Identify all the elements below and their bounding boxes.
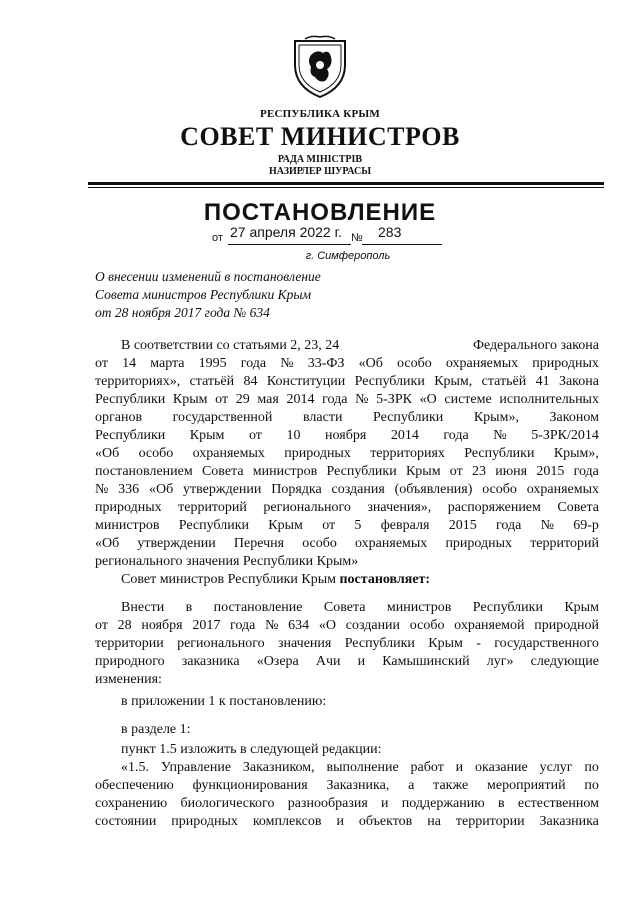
word: мая (257, 392, 279, 407)
word: Заказника (539, 814, 599, 829)
resolution-statement (95, 571, 599, 589)
word: № (265, 618, 279, 633)
word: (объявления) (394, 482, 473, 497)
preamble-paragraph (95, 337, 599, 571)
word: от (95, 618, 108, 633)
word: года (573, 464, 599, 479)
word: от (322, 518, 336, 533)
paragraph-line (95, 517, 599, 535)
word: «Об (95, 446, 120, 461)
word: «Об (95, 536, 120, 551)
word: Внести (121, 600, 165, 615)
word: Республики (326, 464, 397, 479)
word: июня (495, 464, 528, 479)
word: обеспечению (95, 778, 174, 793)
word: «О (318, 618, 337, 633)
number-label: № (351, 232, 363, 244)
word: № (355, 392, 369, 407)
decree-subject (95, 268, 415, 322)
word: Крым», (473, 410, 519, 425)
word: природного (95, 654, 165, 669)
paragraph-line (95, 599, 599, 617)
word: следующие (530, 654, 599, 669)
word: разнообразия (287, 796, 368, 811)
word: территорий (178, 500, 247, 515)
word: выполнение (326, 760, 399, 775)
word: статьёй (481, 374, 527, 389)
quoted-clause (95, 759, 599, 831)
word: природных (284, 446, 351, 461)
word: и (455, 760, 464, 775)
word: 634 (288, 618, 310, 633)
word: Конституции (266, 374, 346, 389)
word: охраняемой (454, 618, 525, 633)
paragraph-line: пункт 1.5 изложить в следующей редакции: (121, 742, 382, 757)
word: особо (138, 446, 174, 461)
word: биологического (180, 796, 275, 811)
word: года (495, 518, 522, 533)
word: Республики (95, 392, 166, 407)
word: года (443, 428, 469, 443)
paragraph-line (95, 759, 599, 777)
word: по (584, 760, 599, 775)
word: и (336, 814, 344, 829)
word: Крым (405, 464, 441, 479)
date-underline (228, 244, 351, 245)
word: Управление (160, 760, 232, 775)
coat-of-arms-emblem (291, 35, 349, 99)
word: 41 (535, 374, 550, 389)
word: значения (277, 636, 332, 651)
word: от (95, 356, 108, 371)
paragraph-line (95, 427, 599, 445)
word: и (357, 654, 366, 669)
word: 2015 (536, 464, 565, 479)
word: создания (331, 482, 385, 497)
word: министров (252, 464, 318, 479)
word: 2017 (192, 618, 221, 633)
decree-date-row (212, 226, 442, 246)
word: «Об (358, 356, 383, 371)
word: Крым, (434, 374, 473, 389)
word: в (185, 600, 193, 615)
word: охраняемых (445, 356, 519, 371)
paragraph-line (95, 635, 599, 653)
paragraph-line (95, 535, 599, 553)
word: - (476, 636, 481, 651)
section-paragraph (95, 721, 599, 739)
paragraph-line (95, 373, 599, 391)
paragraph-line: регионального значения Республики Крым» (95, 554, 359, 569)
word: 1995 (198, 356, 227, 371)
number-underline (362, 244, 442, 245)
word: 2014 (286, 392, 315, 407)
word: года (240, 356, 267, 371)
word: Совета (557, 500, 599, 515)
word: 5-ЗРК/2014 (531, 428, 599, 443)
word: 10 (286, 428, 301, 443)
word: объектов (358, 814, 413, 829)
word: функционирования (192, 778, 308, 793)
word: статьёй (189, 374, 235, 389)
word: «Об (148, 482, 174, 497)
header-divider-thick (88, 182, 604, 185)
paragraph-line (95, 391, 599, 409)
word: «Озера (256, 654, 299, 669)
paragraph-line (95, 499, 599, 517)
word: ноября (325, 428, 367, 443)
word: февраля (380, 518, 430, 533)
word: системе (444, 392, 492, 407)
word: № (540, 518, 554, 533)
paragraph-line (95, 409, 599, 427)
word: Республики (344, 636, 415, 651)
word: охраняемых (526, 482, 599, 497)
word: комплексов (252, 814, 322, 829)
word: а (408, 778, 415, 793)
word: Крым (268, 518, 303, 533)
word: Заказника, (326, 778, 390, 793)
word: Крым (172, 392, 208, 407)
word: природных (532, 356, 599, 371)
word: № (493, 428, 507, 443)
word: природных (171, 814, 238, 829)
word: работ (410, 760, 444, 775)
word: на (427, 814, 441, 829)
paragraph-line (95, 617, 599, 635)
decree-city: г. Симферополь (305, 250, 391, 262)
word: сохранению (95, 796, 168, 811)
word: 33-ФЗ (307, 356, 345, 371)
amendment-paragraph (95, 599, 599, 689)
date-from-label: от (212, 232, 223, 244)
word: марта (150, 356, 185, 371)
subject-line: от 28 ноября 2017 года № 634 (95, 305, 270, 320)
word: Республики (464, 446, 535, 461)
paragraph-line (95, 777, 599, 795)
paragraph-line: В соответствии со статьями 2, 23, 24 Федерального закона (121, 338, 599, 353)
subject-line: О внесении изменений в постановление (95, 269, 321, 284)
resolves-bold: постановляет: (339, 572, 431, 587)
word: особо (482, 482, 517, 497)
word: территориях (370, 446, 445, 461)
word: 14 (122, 356, 137, 371)
word: территории (455, 814, 525, 829)
word: утверждении (137, 536, 216, 551)
word: года (322, 392, 348, 407)
word: Ачи (315, 654, 341, 669)
subject-line: Совета министров Республики Крым (95, 287, 312, 302)
appendix-paragraph (95, 693, 599, 711)
word: регионального (177, 636, 265, 651)
word: 84 (243, 374, 258, 389)
decree-title: ПОСТАНОВЛЕНИЕ (203, 199, 437, 226)
word: 336 (118, 482, 140, 497)
word: создании (345, 618, 401, 633)
word: государственного (494, 636, 599, 651)
word: мероприятий (487, 778, 566, 793)
word: Совета (323, 600, 366, 615)
word: власти (303, 410, 343, 425)
word: Республики (472, 600, 543, 615)
word: территориях», (95, 374, 181, 389)
paragraph-line (95, 445, 599, 463)
word: 28 (117, 618, 132, 633)
word: значения», (367, 500, 432, 515)
paragraph-line (95, 813, 599, 831)
word: от (215, 392, 229, 407)
word: по (584, 778, 599, 793)
paragraph-line: в приложении 1 к постановлению: (121, 694, 327, 709)
word: органов (95, 410, 143, 425)
word: поддержанию (401, 796, 485, 811)
word: года (230, 618, 256, 633)
word: услуг (539, 760, 573, 775)
word: № (280, 356, 294, 371)
word: № (95, 482, 109, 497)
word: 2015 (448, 518, 477, 533)
word: оказание (475, 760, 528, 775)
word: Республики (178, 518, 249, 533)
word: особо (397, 356, 432, 371)
word: министров (386, 600, 452, 615)
republic-name: РЕСПУБЛИКА КРЫМ (260, 108, 380, 120)
word: Республики (373, 410, 444, 425)
word: естественном (517, 796, 599, 811)
word: заказника (181, 654, 240, 669)
paragraph-line: изменения: (95, 672, 162, 687)
word: 29 (235, 392, 250, 407)
word: исполнительных (499, 392, 599, 407)
council-name: СОВЕТ МИНИСТРОВ (180, 122, 460, 151)
word: охраняемых (355, 536, 428, 551)
paragraph-line (95, 653, 599, 671)
word: и (381, 796, 389, 811)
word: от (248, 428, 262, 443)
word: Крым (189, 428, 225, 443)
word: Перечня (233, 536, 285, 551)
word: Порядка (271, 482, 322, 497)
word: Закона (558, 374, 599, 389)
word: территорий (530, 536, 599, 551)
word: государственной (172, 410, 273, 425)
council-name-crimean-tatar: НАЗИРЛЕР ШУРАСЫ (268, 166, 372, 177)
paragraph-line (95, 795, 599, 813)
header-divider-thin (88, 187, 604, 188)
paragraph-line: Совет министров Республики Крым постановляет: (121, 572, 431, 587)
word: постановление (213, 600, 303, 615)
word: 23 (471, 464, 486, 479)
word: Крым (428, 636, 463, 651)
word: охраняемых (192, 446, 265, 461)
word: 69-р (573, 518, 599, 533)
word: Заказником, (242, 760, 315, 775)
paragraph-line (95, 463, 599, 481)
word: природных (95, 500, 162, 515)
word: постановлением (95, 464, 193, 479)
paragraph-line: в разделе 1: (121, 722, 191, 737)
word: территории (95, 636, 164, 651)
word: Совета (201, 464, 244, 479)
word: распоряжением (447, 500, 541, 515)
clause-paragraph (95, 741, 599, 759)
word: в (497, 796, 505, 811)
word: состоянии (95, 814, 157, 829)
word: ноября (141, 618, 183, 633)
word: луг» (486, 654, 514, 669)
word: особо (409, 618, 445, 633)
word: регионального (263, 500, 351, 515)
word: Республики (354, 374, 425, 389)
decree-date: 27 апреля 2022 г. (230, 224, 342, 240)
word: министров (95, 518, 160, 533)
word: особо (302, 536, 337, 551)
word: Камышинский (382, 654, 470, 669)
word: Крым (564, 600, 599, 615)
word: природной (534, 618, 599, 633)
word: 5-ЗРК (376, 392, 412, 407)
word: 2014 (390, 428, 419, 443)
decree-number: 283 (378, 224, 402, 240)
word: 5 (354, 518, 362, 533)
paragraph-line (95, 481, 599, 499)
council-name-ukrainian: РАДА МІНІСТРІВ (277, 154, 363, 165)
word: «О (419, 392, 437, 407)
word: утверждении (183, 482, 262, 497)
word: «1.5. (121, 760, 149, 775)
word: также (433, 778, 469, 793)
word: природных (445, 536, 513, 551)
word: Крым», (553, 446, 599, 461)
paragraph-line (95, 355, 599, 373)
word: Республики (95, 428, 166, 443)
word: от (449, 464, 463, 479)
word: Законом (549, 410, 599, 425)
